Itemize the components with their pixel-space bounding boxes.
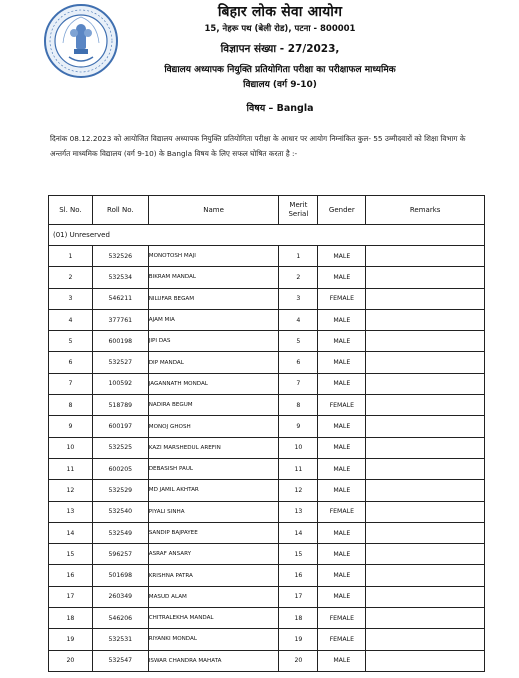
cell-gender: MALE: [318, 586, 366, 607]
cell-merit-serial: 12: [279, 480, 318, 501]
cell-roll-no: 532540: [92, 501, 148, 522]
cell-roll-no: 532549: [92, 522, 148, 543]
cell-roll-no: 546211: [92, 288, 148, 309]
header-sl-no: Sl. No.: [49, 196, 93, 225]
cell-gender: MALE: [318, 458, 366, 479]
cell-roll-no: 600198: [92, 331, 148, 352]
cell-roll-no: 596257: [92, 544, 148, 565]
cell-gender: FEMALE: [318, 501, 366, 522]
cell-gender: MALE: [318, 373, 366, 394]
cell-roll-no: 100592: [92, 373, 148, 394]
cell-remarks: [366, 522, 485, 543]
table-row: [49, 544, 485, 565]
cell-sl-no: 15: [49, 544, 93, 565]
table-row: [49, 565, 485, 586]
cell-gender: MALE: [318, 480, 366, 501]
cell-roll-no: 532531: [92, 629, 148, 650]
cell-remarks: [366, 565, 485, 586]
section-label: (01) Unreserved: [49, 225, 485, 246]
header-merit-line-2: Serial: [288, 210, 309, 218]
cell-roll-no: 546206: [92, 608, 148, 629]
cell-remarks: [366, 373, 485, 394]
table-row: [49, 458, 485, 479]
cell-sl-no: 2: [49, 267, 93, 288]
table-row: [49, 246, 485, 267]
cell-sl-no: 12: [49, 480, 93, 501]
subject-line: विषय – Bangla: [246, 103, 314, 114]
cell-gender: MALE: [318, 416, 366, 437]
exam-title-line-2: विद्यालय (वर्ग 9-10): [243, 80, 317, 90]
cell-sl-no: 13: [49, 501, 93, 522]
cell-roll-no: 377761: [92, 309, 148, 330]
cell-merit-serial: 20: [279, 650, 318, 671]
cell-name: ISWAR CHANDRA MAHATA: [148, 650, 279, 671]
cell-gender: FEMALE: [318, 608, 366, 629]
cell-merit-serial: 1: [279, 246, 318, 267]
cell-roll-no: 600205: [92, 458, 148, 479]
cell-gender: FEMALE: [318, 288, 366, 309]
cell-remarks: [366, 267, 485, 288]
advertisement-number: विज्ञापन संख्या - 27/2023,: [220, 43, 340, 55]
cell-remarks: [366, 458, 485, 479]
cell-merit-serial: 18: [279, 608, 318, 629]
cell-roll-no: 260349: [92, 586, 148, 607]
cell-remarks: [366, 480, 485, 501]
cell-roll-no: 532529: [92, 480, 148, 501]
section-row: [49, 225, 485, 246]
cell-merit-serial: 4: [279, 309, 318, 330]
table-row: [49, 650, 485, 671]
cell-roll-no: 501698: [92, 565, 148, 586]
table-row: [49, 416, 485, 437]
cell-remarks: [366, 246, 485, 267]
cell-name: MONOJ GHOSH: [148, 416, 279, 437]
cell-remarks: [366, 629, 485, 650]
header-name: Name: [148, 196, 279, 225]
cell-name: CHITRALEKHA MANDAL: [148, 608, 279, 629]
table-row: [49, 629, 485, 650]
cell-name: SANDIP BAJPAYEE: [148, 522, 279, 543]
cell-merit-serial: 7: [279, 373, 318, 394]
header-merit-line-1: Merit: [289, 201, 308, 209]
cell-sl-no: 14: [49, 522, 93, 543]
cell-merit-serial: 8: [279, 395, 318, 416]
cell-gender: MALE: [318, 650, 366, 671]
cell-roll-no: 532525: [92, 437, 148, 458]
cell-sl-no: 9: [49, 416, 93, 437]
cell-roll-no: 532547: [92, 650, 148, 671]
cell-remarks: [366, 288, 485, 309]
table-row: [49, 373, 485, 394]
cell-sl-no: 11: [49, 458, 93, 479]
cell-sl-no: 19: [49, 629, 93, 650]
cell-name: DEBASISH PAUL: [148, 458, 279, 479]
cell-gender: MALE: [318, 267, 366, 288]
table-row: [49, 267, 485, 288]
table-row: [49, 437, 485, 458]
header-roll-no: Roll No.: [92, 196, 148, 225]
cell-merit-serial: 9: [279, 416, 318, 437]
cell-remarks: [366, 395, 485, 416]
cell-merit-serial: 11: [279, 458, 318, 479]
cell-roll-no: 532534: [92, 267, 148, 288]
cell-gender: MALE: [318, 544, 366, 565]
cell-sl-no: 1: [49, 246, 93, 267]
cell-merit-serial: 3: [279, 288, 318, 309]
org-address: 15, नेहरू पथ (बेली रोड), पटना - 800001: [204, 24, 356, 34]
cell-gender: MALE: [318, 246, 366, 267]
cell-sl-no: 5: [49, 331, 93, 352]
cell-name: MASUD ALAM: [148, 586, 279, 607]
cell-merit-serial: 19: [279, 629, 318, 650]
cell-gender: FEMALE: [318, 395, 366, 416]
cell-gender: FEMALE: [318, 629, 366, 650]
cell-gender: MALE: [318, 522, 366, 543]
cell-remarks: [366, 416, 485, 437]
cell-roll-no: 532526: [92, 246, 148, 267]
table-row: [49, 480, 485, 501]
cell-merit-serial: 2: [279, 267, 318, 288]
header-gender: Gender: [318, 196, 366, 225]
cell-remarks: [366, 650, 485, 671]
table-row: [49, 309, 485, 330]
cell-roll-no: 600197: [92, 416, 148, 437]
cell-sl-no: 6: [49, 352, 93, 373]
cell-gender: MALE: [318, 331, 366, 352]
cell-name: KAZI MARSHEDUL AREFIN: [148, 437, 279, 458]
cell-gender: MALE: [318, 437, 366, 458]
cell-remarks: [366, 586, 485, 607]
cell-merit-serial: 13: [279, 501, 318, 522]
cell-gender: MALE: [318, 352, 366, 373]
cell-remarks: [366, 352, 485, 373]
cell-sl-no: 10: [49, 437, 93, 458]
cell-remarks: [366, 608, 485, 629]
cell-merit-serial: 17: [279, 586, 318, 607]
cell-name: BIKRAM MANDAL: [148, 267, 279, 288]
cell-remarks: [366, 331, 485, 352]
table-header-row: [49, 196, 485, 225]
exam-title: [120, 63, 440, 93]
table-row: [49, 522, 485, 543]
cell-sl-no: 4: [49, 309, 93, 330]
cell-gender: MALE: [318, 309, 366, 330]
cell-merit-serial: 16: [279, 565, 318, 586]
header-remarks: Remarks: [366, 196, 485, 225]
cell-name: NADIRA BEGUM: [148, 395, 279, 416]
cell-name: ASRAF ANSARY: [148, 544, 279, 565]
cell-gender: MALE: [318, 565, 366, 586]
cell-name: NILUFAR BEGAM: [148, 288, 279, 309]
cell-name: JAGANNATH MONDAL: [148, 373, 279, 394]
table-row: [49, 608, 485, 629]
cell-roll-no: 518789: [92, 395, 148, 416]
cell-name: AJAM MIA: [148, 309, 279, 330]
table-row: [49, 288, 485, 309]
cell-remarks: [366, 501, 485, 522]
cell-sl-no: 17: [49, 586, 93, 607]
cell-sl-no: 18: [49, 608, 93, 629]
cell-merit-serial: 15: [279, 544, 318, 565]
org-title: बिहार लोक सेवा आयोग: [217, 4, 343, 20]
cell-sl-no: 20: [49, 650, 93, 671]
cell-name: PIYALI SINHA: [148, 501, 279, 522]
cell-roll-no: 532527: [92, 352, 148, 373]
table-row: [49, 395, 485, 416]
cell-name: MD JAMIL AKHTAR: [148, 480, 279, 501]
cell-merit-serial: 5: [279, 331, 318, 352]
cell-sl-no: 8: [49, 395, 93, 416]
table-row: [49, 331, 485, 352]
table-row: [49, 586, 485, 607]
cell-name: JIPI DAS: [148, 331, 279, 352]
cell-name: MONOTOSH MAJI: [148, 246, 279, 267]
cell-remarks: [366, 437, 485, 458]
table-body: [49, 225, 485, 672]
table-row: [49, 501, 485, 522]
cell-name: KRISHNA PATRA: [148, 565, 279, 586]
result-notice: दिनांक 08.12.2023 को आयोजित विद्यालय अध्यापक नियुक्ति प्रतियोगिता परीक्षा के आधार पर आयोग निम्नांकित कुल- 55 उम्मीदवारों को शिक्षा विभाग के अन्तर्गत माध्यमिक विद्यालय (वर्ग 9-10) के Bangla विषय के लिए सफल घोषित करता है :-: [50, 134, 466, 158]
cell-remarks: [366, 309, 485, 330]
table-row: [49, 352, 485, 373]
cell-merit-serial: 14: [279, 522, 318, 543]
cell-name: RIYANKI MONDAL: [148, 629, 279, 650]
exam-title-line-1: विद्यालय अध्यापक नियुक्ति प्रतियोगिता परीक्षा का परीक्षाफल माध्यमिक: [164, 65, 396, 75]
cell-name: DIP MANDAL: [148, 352, 279, 373]
header-merit-serial: [279, 196, 318, 225]
cell-sl-no: 7: [49, 373, 93, 394]
bpsc-seal-logo: [43, 3, 119, 79]
cell-sl-no: 16: [49, 565, 93, 586]
cell-remarks: [366, 544, 485, 565]
results-table: [48, 195, 485, 672]
cell-merit-serial: 6: [279, 352, 318, 373]
cell-merit-serial: 10: [279, 437, 318, 458]
cell-sl-no: 3: [49, 288, 93, 309]
